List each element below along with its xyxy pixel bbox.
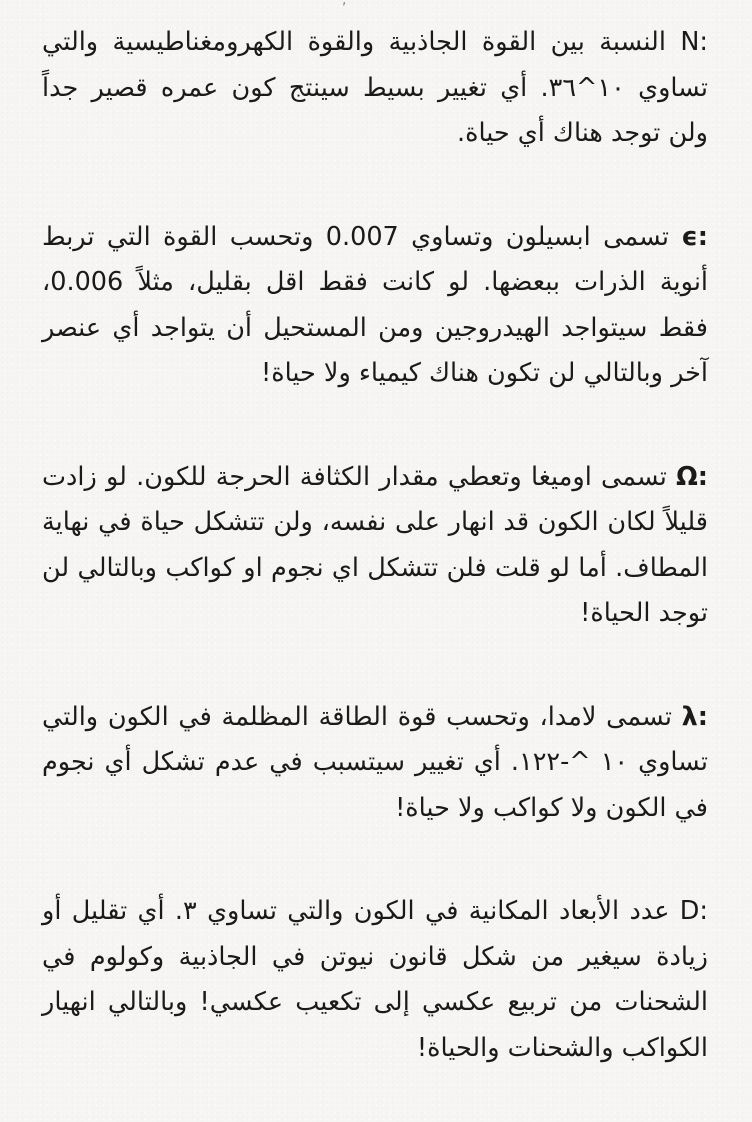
symbol-n: N: [680,27,708,57]
paragraph-n-ratio [42,20,708,157]
paragraph-text: تسمى ابسيلون وتساوي 0.007 وتحسب القوة التي تربط أنوية الذرات ببعضها. لو كانت فقط اقل بقليل، مثلاً 0.006، فقط سيتواجد الهيدروجين ومن المستحيل أن يتواجد أي عنصر آخر وبالتالي لن تكون هناك كيمياء ولا حياة! [42,221,708,388]
page-top-mark: , [342,0,347,8]
symbol-lambda: λ: [681,701,708,732]
symbol-epsilon: ϵ: [681,221,708,252]
paragraph-text: النسبة بين القوة الجاذبية والقوة الكهرومغناطيسية والتي تساوي ١٠^٣٦. أي تغيير بسيط سينتج كون عمره قصير جداً ولن توجد هناك أي حياة. [42,27,708,148]
paragraph-epsilon [42,215,708,397]
symbol-omega: Ω: [676,461,708,492]
paragraph-text: تسمى لامدا، وتحسب قوة الطاقة المظلمة في الكون والتي تساوي ١٠ ^-١٢٢. أي تغيير سيتسبب في عدم تشكل أي نجوم في الكون ولا كواكب ولا حياة! [42,701,708,823]
paragraph-lambda [42,695,708,832]
symbol-d: D: [679,896,709,926]
paragraph-dimensions [42,889,708,1071]
paragraph-omega [42,455,708,637]
paragraph-text: عدد الأبعاد المكانية في الكون والتي تساوي ٣. أي تقليل أو زيادة سيغير من شكل قانون نيوتن في الجاذبية وكولوم في الشحنات من تربيع عكسي إلى تكعيب عكسي! وبالتالي انهيار الكواكب والشحنات والحياة! [42,896,708,1063]
paragraph-text: تسمى اوميغا وتعطي مقدار الكثافة الحرجة للكون. لو زادت قليلاً لكان الكون قد انهار على نفسه، ولن تتشكل حياة في نهاية المطاف. أما لو قلت فلن تتشكل اي نجوم او كواكب وبالتالي لن توجد الحياة! [42,461,708,628]
